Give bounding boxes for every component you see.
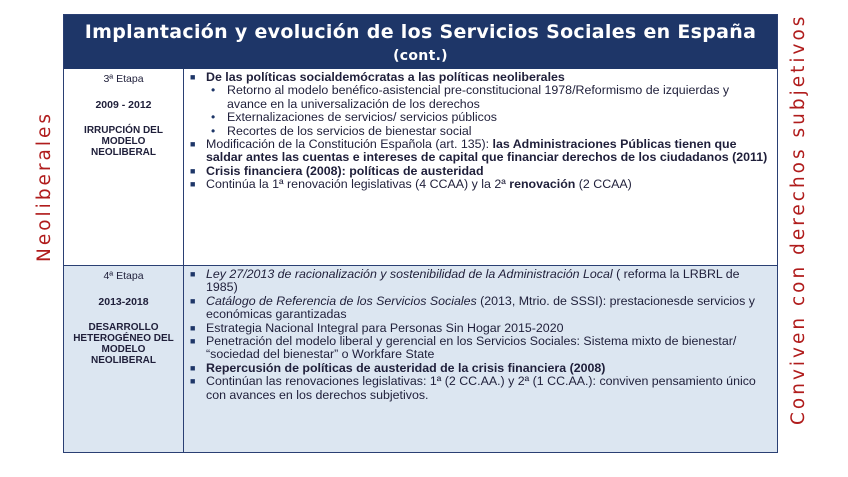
square-bullet-icon: ■: [190, 139, 196, 150]
stage4-years: 2013-2018: [98, 296, 149, 308]
stage3-row: [64, 69, 777, 266]
item-text-bold: las Administraciones Públicas tienen que saldar antes las cuentas e intereses de capital que financiar derechos de los ciudadanos (2011): [206, 137, 768, 165]
side-label-left: Neoliberales: [34, 110, 55, 262]
item-text-italic: Catálogo de Referencia de los Servicios Sociales: [206, 293, 477, 308]
item-text: Crisis financiera (2008): políticas de austeridad: [206, 163, 484, 178]
stage3-header: [64, 69, 184, 265]
list-subitem: [190, 84, 769, 111]
stage4-header: [64, 266, 184, 452]
item-text-bold: renovación: [509, 177, 576, 192]
stage4-content: [184, 266, 777, 452]
side-label-right: Conviven con derechos subjetivos: [788, 13, 809, 425]
subitem-text: Externalizaciones de servicios/ servicios públicos: [227, 110, 497, 125]
title-main: Implantación y evolución de los Servicios Sociales en España: [84, 21, 757, 43]
list-item: [190, 71, 769, 84]
item-text: Estrategia Nacional Integral para Personas Sin Hogar 2015-2020: [206, 320, 564, 335]
slide-title: [64, 15, 777, 69]
stage3-label: 3ª Etapa: [103, 73, 144, 85]
list-item: [190, 165, 769, 178]
dot-bullet-icon: •: [211, 83, 216, 98]
stage4-label: 4ª Etapa: [103, 270, 144, 282]
item-text: Continúan las renovaciones legislativas: 1ª (2 CC.AA.) y 2ª (1 CC.AA.): conviven pensamiento único con avances en los derechos subjetivos.: [206, 374, 756, 402]
item-text-plain: (2013, Mtrio. de SSSI): prestacionesde servicios y económicas garantizadas: [206, 293, 755, 322]
list-subitem: [190, 111, 769, 124]
list-item: [190, 322, 769, 335]
item-text-plain: ( reforma la LRBRL de 1985): [206, 267, 740, 295]
dot-bullet-icon: •: [211, 123, 216, 138]
list-item: [190, 268, 769, 295]
square-bullet-icon: ■: [190, 179, 196, 190]
item-text: [206, 178, 769, 191]
list-item: [190, 178, 769, 191]
item-text: Penetración del modelo liberal y gerencial en los Servicios Sociales: Sistema mixto de bienestar/ “sociedad del bienestar” o Workfare State: [206, 334, 737, 362]
item-text-plain: Continúa la 1ª renovación legislativas (4 CCAA) y la 2ª: [206, 177, 510, 192]
subitem-text: Retorno al modelo benéfico-asistencial pre-constitucional 1978/Reformismo de izquierdas y avance en la universalización de los derechos: [227, 83, 730, 111]
stage4-row: [64, 266, 777, 452]
item-text-italic: Ley 27/2013 de racionalización y sostenibilidad de la Administración Local: [206, 267, 613, 281]
item-text: De las políticas socialdemócratas a las políticas neoliberales: [206, 70, 565, 84]
stage3-content: [184, 69, 777, 265]
item-text-plain: (2 CCAA): [575, 177, 632, 192]
square-bullet-icon: ■: [190, 336, 196, 347]
stages-table: [63, 14, 778, 453]
list-item: [190, 375, 769, 402]
square-bullet-icon: ■: [190, 165, 196, 176]
square-bullet-icon: ■: [190, 269, 196, 279]
item-text: [206, 295, 769, 322]
list-subitem: [190, 125, 769, 138]
list-item: [190, 362, 769, 375]
list-item: [190, 138, 769, 165]
title-sub: (cont.): [393, 48, 448, 64]
list-item: [190, 335, 769, 362]
square-bullet-icon: ■: [190, 362, 196, 373]
stage4-model: DESARROLLO HETEROGÉNEO DEL MODELO NEOLIBERAL: [73, 322, 174, 366]
square-bullet-icon: ■: [190, 376, 196, 387]
item-text: [206, 138, 769, 165]
subitem-text: Recortes de los servicios de bienestar social: [227, 123, 472, 138]
item-text: [206, 268, 769, 295]
dot-bullet-icon: •: [211, 110, 216, 125]
stage3-model: IRRUPCIÓN DEL MODELO NEOLIBERAL: [84, 125, 163, 158]
stage3-years: 2009 - 2012: [95, 99, 152, 111]
list-item: [190, 295, 769, 322]
item-text-plain: Modificación de la Constitución Española (art. 135):: [206, 137, 493, 152]
item-text: Repercusión de políticas de austeridad de la crisis financiera (2008): [206, 360, 606, 375]
square-bullet-icon: ■: [190, 322, 196, 333]
square-bullet-icon: ■: [190, 72, 196, 82]
square-bullet-icon: ■: [190, 295, 196, 306]
